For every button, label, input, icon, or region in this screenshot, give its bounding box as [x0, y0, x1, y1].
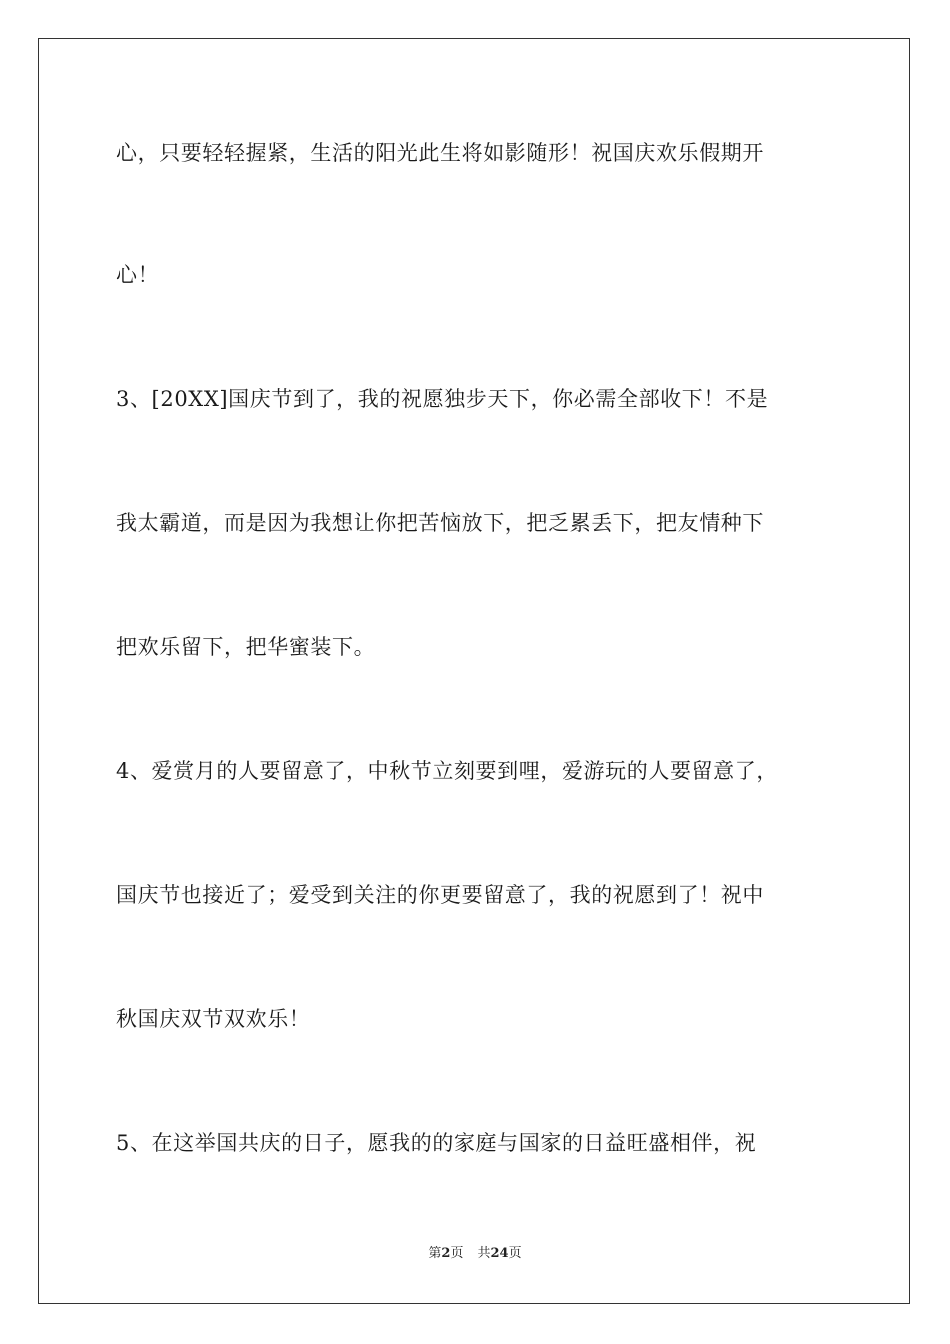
text-line-5: 把欢乐留下，把华蜜装下。: [116, 635, 376, 659]
text-line-7: 国庆节也接近了；爱受到关注的你更要留意了，我的祝愿到了！祝中: [116, 883, 764, 907]
text-line-3: 3、[20XX]国庆节到了，我的祝愿独步天下，你必需全部收下！不是: [116, 387, 769, 411]
text-line-4: 我太霸道，而是因为我想让你把苦恼放下，把乏累丢下，把友情种下: [116, 511, 764, 535]
total-pages: 24: [490, 1246, 509, 1261]
text-line-6: 4、爱赏月的人要留意了，中秋节立刻要到哩，爱游玩的人要留意了，: [116, 759, 778, 783]
page-border: [38, 38, 910, 1304]
text-line-8: 秋国庆双节双欢乐！: [116, 1007, 311, 1031]
text-line-1: 心，只要轻轻握紧，生活的阳光此生将如影随形！祝国庆欢乐假期开: [116, 141, 764, 165]
text-line-2: 心！: [116, 263, 160, 287]
page-prefix: 第: [428, 1246, 442, 1261]
page-number: 2: [441, 1246, 451, 1261]
page-suffix: 页: [450, 1246, 464, 1261]
total-prefix: 共: [477, 1246, 491, 1261]
text-line-9: 5、在这举国共庆的日子，愿我的的家庭与国家的日益旺盛相伴，祝: [116, 1131, 757, 1155]
page-footer: [0, 1246, 950, 1262]
total-suffix: 页: [508, 1246, 522, 1261]
